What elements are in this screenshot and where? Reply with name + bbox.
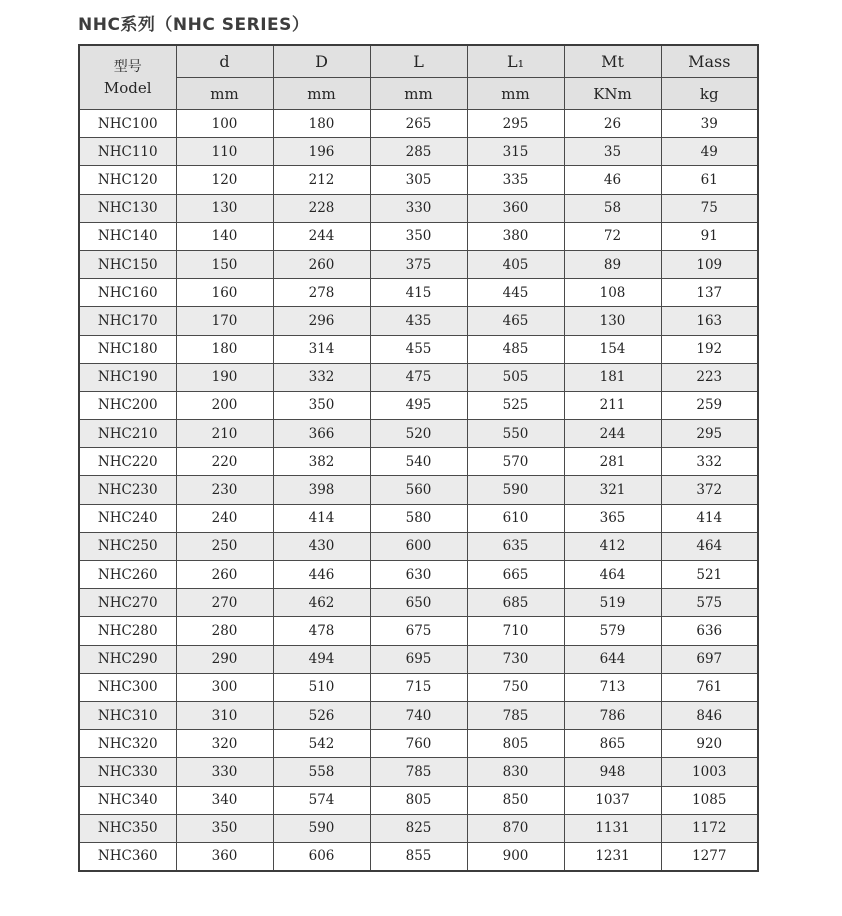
value-cell: 244: [564, 420, 661, 448]
value-cell: 285: [370, 138, 467, 166]
column-unit-D: mm: [273, 78, 370, 110]
value-cell: 75: [661, 194, 758, 222]
value-cell: 455: [370, 335, 467, 363]
value-cell: 606: [273, 842, 370, 871]
value-cell: 181: [564, 363, 661, 391]
model-cell: NHC280: [79, 617, 176, 645]
value-cell: 414: [661, 504, 758, 532]
table-row: [79, 532, 758, 560]
value-cell: 372: [661, 476, 758, 504]
value-cell: 300: [176, 673, 273, 701]
model-cell: NHC140: [79, 222, 176, 250]
page-title: NHC系列（NHC SERIES）: [78, 15, 310, 35]
value-cell: 1172: [661, 814, 758, 842]
value-cell: 350: [273, 391, 370, 419]
value-cell: 1231: [564, 842, 661, 871]
value-cell: 192: [661, 335, 758, 363]
value-cell: 850: [467, 786, 564, 814]
model-cell: NHC300: [79, 673, 176, 701]
value-cell: 281: [564, 448, 661, 476]
value-cell: 590: [467, 476, 564, 504]
value-cell: 540: [370, 448, 467, 476]
table-row: [79, 166, 758, 194]
value-cell: 785: [370, 758, 467, 786]
value-cell: 846: [661, 701, 758, 729]
model-cell: NHC340: [79, 786, 176, 814]
value-cell: 350: [370, 222, 467, 250]
table-body: [79, 110, 758, 872]
value-cell: 244: [273, 222, 370, 250]
value-cell: 150: [176, 250, 273, 278]
table-row: [79, 758, 758, 786]
value-cell: 211: [564, 391, 661, 419]
value-cell: 190: [176, 363, 273, 391]
value-cell: 310: [176, 701, 273, 729]
value-cell: 61: [661, 166, 758, 194]
value-cell: 350: [176, 814, 273, 842]
table-row: [79, 617, 758, 645]
model-cell: NHC110: [79, 138, 176, 166]
value-cell: 89: [564, 250, 661, 278]
value-cell: 330: [176, 758, 273, 786]
table-row: [79, 730, 758, 758]
model-cell: NHC250: [79, 532, 176, 560]
value-cell: 100: [176, 110, 273, 138]
table-row: [79, 561, 758, 589]
value-cell: 855: [370, 842, 467, 871]
table-header: [79, 45, 758, 110]
value-cell: 315: [467, 138, 564, 166]
value-cell: 750: [467, 673, 564, 701]
value-cell: 558: [273, 758, 370, 786]
value-cell: 260: [273, 250, 370, 278]
value-cell: 154: [564, 335, 661, 363]
model-cell: NHC170: [79, 307, 176, 335]
column-label-L₁: L₁: [467, 45, 564, 78]
column-label-Mt: Mt: [564, 45, 661, 78]
model-cell: NHC240: [79, 504, 176, 532]
value-cell: 91: [661, 222, 758, 250]
value-cell: 170: [176, 307, 273, 335]
value-cell: 579: [564, 617, 661, 645]
model-cell: NHC210: [79, 420, 176, 448]
value-cell: 49: [661, 138, 758, 166]
value-cell: 259: [661, 391, 758, 419]
value-cell: 462: [273, 589, 370, 617]
table-row: [79, 448, 758, 476]
column-unit-L: mm: [370, 78, 467, 110]
value-cell: 375: [370, 250, 467, 278]
spec-table: [78, 44, 759, 872]
value-cell: 650: [370, 589, 467, 617]
value-cell: 740: [370, 701, 467, 729]
value-cell: 228: [273, 194, 370, 222]
model-cell: NHC360: [79, 842, 176, 871]
value-cell: 305: [370, 166, 467, 194]
model-cell: NHC310: [79, 701, 176, 729]
value-cell: 675: [370, 617, 467, 645]
value-cell: 636: [661, 617, 758, 645]
value-cell: 414: [273, 504, 370, 532]
value-cell: 240: [176, 504, 273, 532]
column-unit-Mt: KNm: [564, 78, 661, 110]
value-cell: 665: [467, 561, 564, 589]
value-cell: 630: [370, 561, 467, 589]
value-cell: 405: [467, 250, 564, 278]
value-cell: 610: [467, 504, 564, 532]
value-cell: 332: [273, 363, 370, 391]
column-label-d: d: [176, 45, 273, 78]
value-cell: 830: [467, 758, 564, 786]
value-cell: 560: [370, 476, 467, 504]
model-cell: NHC150: [79, 250, 176, 278]
value-cell: 786: [564, 701, 661, 729]
value-cell: 590: [273, 814, 370, 842]
value-cell: 35: [564, 138, 661, 166]
value-cell: 321: [564, 476, 661, 504]
value-cell: 58: [564, 194, 661, 222]
column-label-D: D: [273, 45, 370, 78]
value-cell: 519: [564, 589, 661, 617]
value-cell: 525: [467, 391, 564, 419]
value-cell: 948: [564, 758, 661, 786]
value-cell: 366: [273, 420, 370, 448]
model-cell: NHC290: [79, 645, 176, 673]
value-cell: 600: [370, 532, 467, 560]
model-header-cn: 型号: [113, 58, 142, 75]
model-cell: NHC230: [79, 476, 176, 504]
table-row: [79, 391, 758, 419]
value-cell: 510: [273, 673, 370, 701]
value-cell: 250: [176, 532, 273, 560]
value-cell: 760: [370, 730, 467, 758]
value-cell: 475: [370, 363, 467, 391]
value-cell: 46: [564, 166, 661, 194]
value-cell: 295: [661, 420, 758, 448]
model-cell: NHC200: [79, 391, 176, 419]
model-cell: NHC130: [79, 194, 176, 222]
value-cell: 478: [273, 617, 370, 645]
value-cell: 365: [564, 504, 661, 532]
header-row-units: [79, 78, 758, 110]
header-row-labels: [79, 45, 758, 78]
value-cell: 332: [661, 448, 758, 476]
table-row: [79, 307, 758, 335]
value-cell: 26: [564, 110, 661, 138]
value-cell: 137: [661, 279, 758, 307]
value-cell: 72: [564, 222, 661, 250]
value-cell: 920: [661, 730, 758, 758]
value-cell: 200: [176, 391, 273, 419]
table-row: [79, 842, 758, 871]
value-cell: 464: [661, 532, 758, 560]
value-cell: 210: [176, 420, 273, 448]
value-cell: 140: [176, 222, 273, 250]
table-row: [79, 363, 758, 391]
model-cell: NHC190: [79, 363, 176, 391]
column-unit-Mass: kg: [661, 78, 758, 110]
value-cell: 280: [176, 617, 273, 645]
value-cell: 180: [273, 110, 370, 138]
value-cell: 270: [176, 589, 273, 617]
table-row: [79, 673, 758, 701]
value-cell: 330: [370, 194, 467, 222]
model-cell: NHC120: [79, 166, 176, 194]
table-row: [79, 138, 758, 166]
value-cell: 494: [273, 645, 370, 673]
column-unit-d: mm: [176, 78, 273, 110]
value-cell: 212: [273, 166, 370, 194]
table-row: [79, 701, 758, 729]
value-cell: 505: [467, 363, 564, 391]
value-cell: 570: [467, 448, 564, 476]
value-cell: 415: [370, 279, 467, 307]
value-cell: 382: [273, 448, 370, 476]
table-row: [79, 504, 758, 532]
value-cell: 130: [176, 194, 273, 222]
model-cell: NHC160: [79, 279, 176, 307]
value-cell: 39: [661, 110, 758, 138]
value-cell: 1037: [564, 786, 661, 814]
model-cell: NHC100: [79, 110, 176, 138]
value-cell: 713: [564, 673, 661, 701]
value-cell: 697: [661, 645, 758, 673]
table-row: [79, 250, 758, 278]
value-cell: 485: [467, 335, 564, 363]
model-cell: NHC220: [79, 448, 176, 476]
value-cell: 526: [273, 701, 370, 729]
model-header-en: Model: [103, 78, 152, 97]
value-cell: 109: [661, 250, 758, 278]
value-cell: 464: [564, 561, 661, 589]
value-cell: 1003: [661, 758, 758, 786]
model-cell: NHC270: [79, 589, 176, 617]
model-cell: NHC330: [79, 758, 176, 786]
value-cell: 730: [467, 645, 564, 673]
table-row: [79, 110, 758, 138]
table-row: [79, 814, 758, 842]
value-cell: 715: [370, 673, 467, 701]
table-row: [79, 645, 758, 673]
table-row: [79, 476, 758, 504]
value-cell: 495: [370, 391, 467, 419]
value-cell: 465: [467, 307, 564, 335]
value-cell: 1277: [661, 842, 758, 871]
value-cell: 296: [273, 307, 370, 335]
value-cell: 278: [273, 279, 370, 307]
value-cell: 900: [467, 842, 564, 871]
value-cell: 130: [564, 307, 661, 335]
value-cell: 1085: [661, 786, 758, 814]
value-cell: 1131: [564, 814, 661, 842]
table-row: [79, 786, 758, 814]
value-cell: 196: [273, 138, 370, 166]
value-cell: 230: [176, 476, 273, 504]
value-cell: 445: [467, 279, 564, 307]
table-row: [79, 194, 758, 222]
value-cell: 223: [661, 363, 758, 391]
value-cell: 435: [370, 307, 467, 335]
value-cell: 805: [370, 786, 467, 814]
value-cell: 550: [467, 420, 564, 448]
table-row: [79, 589, 758, 617]
value-cell: 295: [467, 110, 564, 138]
model-cell: NHC350: [79, 814, 176, 842]
value-cell: 644: [564, 645, 661, 673]
value-cell: 360: [467, 194, 564, 222]
value-cell: 574: [273, 786, 370, 814]
value-cell: 825: [370, 814, 467, 842]
model-cell: NHC320: [79, 730, 176, 758]
value-cell: 108: [564, 279, 661, 307]
value-cell: 575: [661, 589, 758, 617]
column-label-Mass: Mass: [661, 45, 758, 78]
value-cell: 265: [370, 110, 467, 138]
value-cell: 314: [273, 335, 370, 363]
value-cell: 761: [661, 673, 758, 701]
value-cell: 695: [370, 645, 467, 673]
value-cell: 335: [467, 166, 564, 194]
value-cell: 180: [176, 335, 273, 363]
table-row: [79, 222, 758, 250]
value-cell: 398: [273, 476, 370, 504]
value-cell: 865: [564, 730, 661, 758]
value-cell: 340: [176, 786, 273, 814]
value-cell: 380: [467, 222, 564, 250]
value-cell: 163: [661, 307, 758, 335]
value-cell: 542: [273, 730, 370, 758]
value-cell: 446: [273, 561, 370, 589]
value-cell: 290: [176, 645, 273, 673]
value-cell: 635: [467, 532, 564, 560]
value-cell: 110: [176, 138, 273, 166]
value-cell: 580: [370, 504, 467, 532]
column-unit-L₁: mm: [467, 78, 564, 110]
value-cell: 870: [467, 814, 564, 842]
table-row: [79, 279, 758, 307]
value-cell: 160: [176, 279, 273, 307]
table-row: [79, 420, 758, 448]
value-cell: 360: [176, 842, 273, 871]
value-cell: 220: [176, 448, 273, 476]
value-cell: 320: [176, 730, 273, 758]
value-cell: 521: [661, 561, 758, 589]
value-cell: 805: [467, 730, 564, 758]
value-cell: 785: [467, 701, 564, 729]
value-cell: 430: [273, 532, 370, 560]
value-cell: 520: [370, 420, 467, 448]
model-header-cell: [79, 45, 176, 110]
value-cell: 710: [467, 617, 564, 645]
table-row: [79, 335, 758, 363]
value-cell: 120: [176, 166, 273, 194]
value-cell: 685: [467, 589, 564, 617]
model-cell: NHC260: [79, 561, 176, 589]
value-cell: 260: [176, 561, 273, 589]
model-cell: NHC180: [79, 335, 176, 363]
value-cell: 412: [564, 532, 661, 560]
column-label-L: L: [370, 45, 467, 78]
